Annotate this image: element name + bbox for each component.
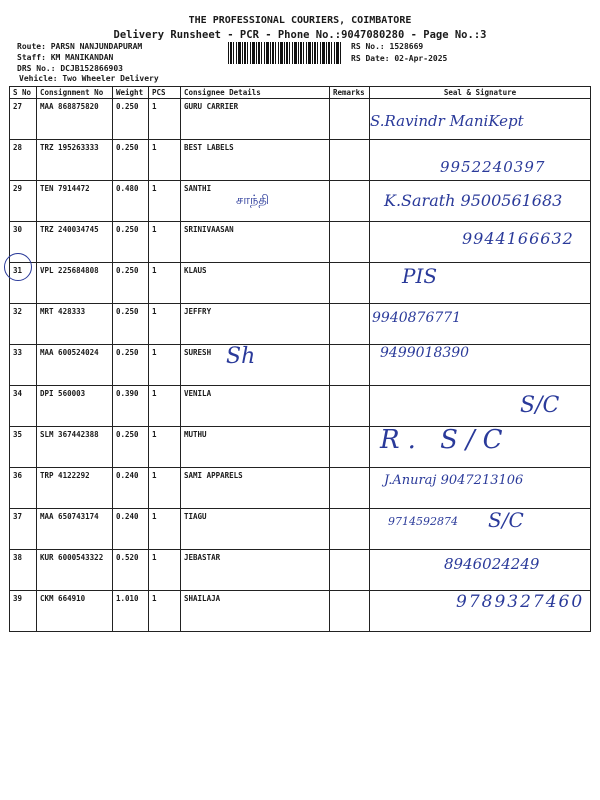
route: Route: PARSN NANJUNDAPURAM bbox=[17, 42, 143, 51]
cell-sno: 38 bbox=[10, 550, 37, 591]
cell-remarks bbox=[330, 181, 370, 222]
cell-remarks bbox=[330, 427, 370, 468]
cell-consignee: BEST LABELS bbox=[181, 140, 330, 181]
cell-pcs: 1 bbox=[149, 181, 181, 222]
cell-consignment: TRP 4122292 bbox=[37, 468, 113, 509]
note-tiagu: 9714592874 bbox=[388, 515, 458, 528]
drs-number: DRS No.: DCJB152866903 bbox=[17, 64, 123, 73]
cell-pcs: 1 bbox=[149, 427, 181, 468]
signature-row-32: 9940876771 bbox=[372, 310, 462, 326]
cell-pcs: 1 bbox=[149, 99, 181, 140]
cell-remarks bbox=[330, 222, 370, 263]
cell-consignment: MRT 428333 bbox=[37, 304, 113, 345]
cell-weight: 1.010 bbox=[113, 591, 149, 632]
cell-weight: 0.250 bbox=[113, 222, 149, 263]
col-signature: Seal & Signature bbox=[370, 87, 591, 99]
cell-sno: 33 bbox=[10, 345, 37, 386]
cell-remarks bbox=[330, 263, 370, 304]
note-santhi: சாந்தி bbox=[236, 193, 269, 208]
cell-pcs: 1 bbox=[149, 509, 181, 550]
cell-pcs: 1 bbox=[149, 345, 181, 386]
cell-consignee: SRINIVAASAN bbox=[181, 222, 330, 263]
col-pcs: PCS bbox=[149, 87, 181, 99]
cell-remarks bbox=[330, 509, 370, 550]
row-31-circle-mark bbox=[4, 253, 32, 281]
cell-consignment: KUR 6000543322 bbox=[37, 550, 113, 591]
signature-row-34: S/C bbox=[520, 393, 560, 418]
col-weight: Weight bbox=[113, 87, 149, 99]
cell-remarks bbox=[330, 304, 370, 345]
cell-consignment: TRZ 240034745 bbox=[37, 222, 113, 263]
cell-consignee: JEBASTAR bbox=[181, 550, 330, 591]
cell-consignee: SANTHI bbox=[181, 181, 330, 222]
cell-pcs: 1 bbox=[149, 304, 181, 345]
col-consignee: Consignee Details bbox=[181, 87, 330, 99]
cell-consignee: TIAGU bbox=[181, 509, 330, 550]
cell-pcs: 1 bbox=[149, 550, 181, 591]
cell-sno: 31 bbox=[10, 263, 37, 304]
signature-row-31: PIS bbox=[402, 264, 438, 288]
note-suresh: Sh bbox=[226, 344, 256, 369]
cell-sno: 30 bbox=[10, 222, 37, 263]
rs-date: RS Date: 02-Apr-2025 bbox=[351, 54, 448, 63]
cell-weight: 0.480 bbox=[113, 181, 149, 222]
cell-sno: 36 bbox=[10, 468, 37, 509]
cell-consignment: TRZ 195263333 bbox=[37, 140, 113, 181]
cell-consignment: SLM 367442388 bbox=[37, 427, 113, 468]
cell-sno: 34 bbox=[10, 386, 37, 427]
table-row bbox=[10, 304, 591, 345]
cell-consignment: MAA 600524024 bbox=[37, 345, 113, 386]
signature-row-27: S.Ravindr ManiKept bbox=[370, 112, 524, 130]
cell-pcs: 1 bbox=[149, 222, 181, 263]
cell-remarks bbox=[330, 591, 370, 632]
signature-row-37: S/C bbox=[488, 508, 524, 532]
cell-remarks bbox=[330, 468, 370, 509]
table-header-row bbox=[10, 87, 591, 99]
cell-pcs: 1 bbox=[149, 263, 181, 304]
company-name: THE PROFESSIONAL COURIERS, COIMBATORE bbox=[188, 15, 412, 26]
cell-consignment: MAA 650743174 bbox=[37, 509, 113, 550]
cell-consignment: DPI 560003 bbox=[37, 386, 113, 427]
cell-consignment: TEN 7914472 bbox=[37, 181, 113, 222]
cell-consignee: SHAILAJA bbox=[181, 591, 330, 632]
cell-weight: 0.250 bbox=[113, 140, 149, 181]
cell-weight: 0.240 bbox=[113, 509, 149, 550]
cell-remarks bbox=[330, 99, 370, 140]
signature-row-29: K.Sarath 9500561683 bbox=[384, 191, 563, 210]
cell-sno: 29 bbox=[10, 181, 37, 222]
vehicle: Vehicle: Two Wheeler Delivery bbox=[19, 74, 159, 83]
cell-consignee: VENILA bbox=[181, 386, 330, 427]
cell-consignee: SURESH bbox=[181, 345, 330, 386]
table-row bbox=[10, 263, 591, 304]
cell-consignee: JEFFRY bbox=[181, 304, 330, 345]
staff: Staff: KM MANIKANDAN bbox=[17, 53, 114, 62]
runsheet-subtitle: Delivery Runsheet - PCR - Phone No.:9047080280 - Page No.:3 bbox=[113, 29, 487, 41]
cell-consignment: CKM 664910 bbox=[37, 591, 113, 632]
cell-remarks bbox=[330, 386, 370, 427]
signature-row-33: 9499018390 bbox=[380, 345, 470, 361]
signature-row-38: 8946024249 bbox=[444, 555, 540, 573]
barcode bbox=[228, 42, 342, 64]
signature-row-36: J.Anuraj 9047213106 bbox=[384, 473, 524, 488]
cell-remarks bbox=[330, 550, 370, 591]
signature-row-28: 9952240397 bbox=[440, 158, 546, 176]
cell-consignment: MAA 868875820 bbox=[37, 99, 113, 140]
cell-consignee: SAMI APPARELS bbox=[181, 468, 330, 509]
cell-consignment: VPL 225684808 bbox=[37, 263, 113, 304]
cell-consignee: MUTHU bbox=[181, 427, 330, 468]
cell-weight: 0.240 bbox=[113, 468, 149, 509]
cell-sno: 37 bbox=[10, 509, 37, 550]
table-row bbox=[10, 345, 591, 386]
cell-weight: 0.250 bbox=[113, 427, 149, 468]
cell-pcs: 1 bbox=[149, 140, 181, 181]
cell-weight: 0.250 bbox=[113, 263, 149, 304]
cell-pcs: 1 bbox=[149, 386, 181, 427]
cell-remarks bbox=[330, 140, 370, 181]
cell-weight: 0.250 bbox=[113, 99, 149, 140]
cell-remarks bbox=[330, 345, 370, 386]
signature-row-35: R. S/C bbox=[380, 425, 511, 455]
table-row bbox=[10, 386, 591, 427]
cell-consignee: GURU CARRIER bbox=[181, 99, 330, 140]
cell-pcs: 1 bbox=[149, 591, 181, 632]
cell-weight: 0.250 bbox=[113, 345, 149, 386]
col-consignment: Consignment No bbox=[37, 87, 113, 99]
cell-weight: 0.250 bbox=[113, 304, 149, 345]
col-sno: S No bbox=[10, 87, 37, 99]
col-remarks: Remarks bbox=[330, 87, 370, 99]
cell-sno: 32 bbox=[10, 304, 37, 345]
cell-weight: 0.520 bbox=[113, 550, 149, 591]
cell-pcs: 1 bbox=[149, 468, 181, 509]
signature-row-30: 9944166632 bbox=[462, 229, 574, 248]
cell-consignee: KLAUS bbox=[181, 263, 330, 304]
cell-sno: 27 bbox=[10, 99, 37, 140]
cell-sno: 39 bbox=[10, 591, 37, 632]
signature-row-39: 9789327460 bbox=[456, 592, 585, 612]
cell-weight: 0.390 bbox=[113, 386, 149, 427]
cell-sno: 35 bbox=[10, 427, 37, 468]
rs-number: RS No.: 1528669 bbox=[351, 42, 424, 51]
cell-sno: 28 bbox=[10, 140, 37, 181]
